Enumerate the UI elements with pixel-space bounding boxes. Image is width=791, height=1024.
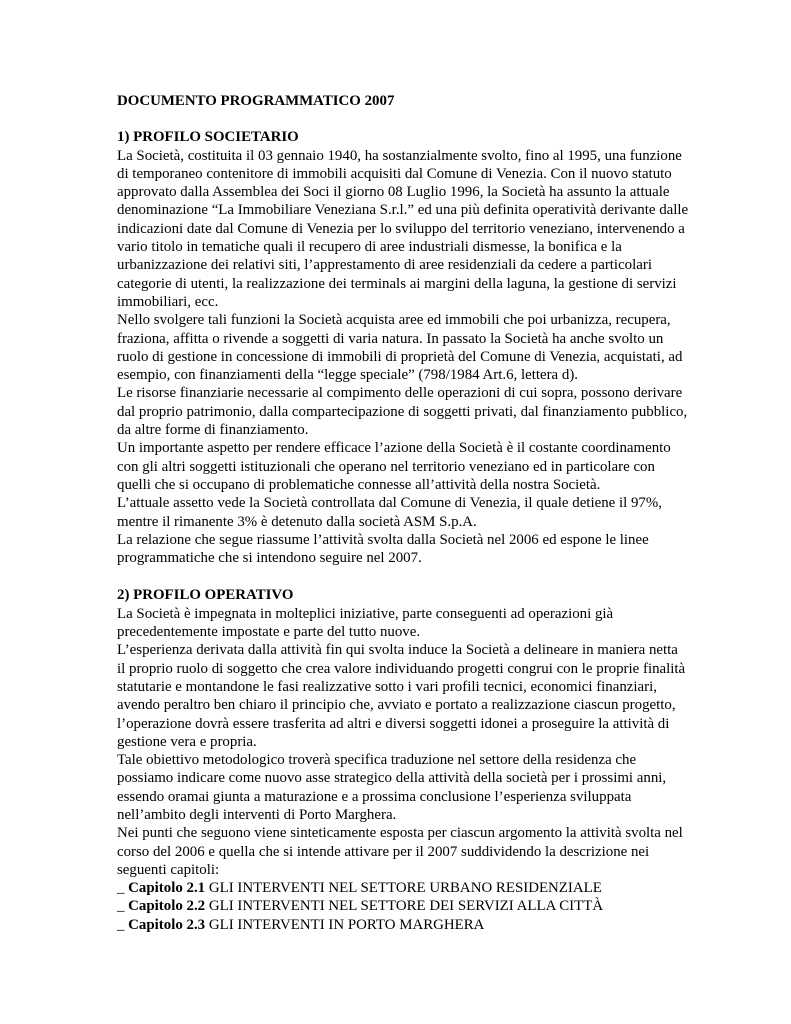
paragraph: L’esperienza derivata dalla attività fin qui svolta induce la Società a delineare in maniera netta il proprio ruolo di soggetto che crea valore individuando progetti congrui con le proprie finalità statutarie e montandone le fasi realizzative sotto i vari profili tecnici, economici finanziari, avendo peraltro ben chiaro il principio che, avviato e portato a realizzazione ciascun progetto, l’operazione dovrà essere trasferita ad altri e diversi soggetti idonei a proseguire la attività di gestione vera e propria.	[117, 642, 686, 750]
paragraph: Nello svolgere tali funzioni la Società acquista aree ed immobili che poi urbanizza, recupera, fraziona, affitta o rivende a soggetti di varia natura. In passato la Società ha anche svolto un ruolo di gestione in concessione di immobili di proprietà del Comune di Venezia, acquistati, ad esempio, con finanziamenti della “legge speciale” (798/1984 Art.6, lettera d).	[117, 312, 683, 384]
section-profilo-societario	[117, 128, 689, 567]
paragraph: La relazione che segue riassume l’attività svolta dalla Società nel 2006 ed espone le linee programmatiche che si intendono seguire nel 2007.	[117, 531, 649, 567]
paragraph: L’attuale assetto vede la Società controllata dal Comune di Venezia, il quale detiene il 97%, mentre il rimanente 3% è detenuto dalla società ASM S.p.A.	[117, 495, 662, 530]
chapter-bullet: _	[117, 916, 129, 933]
paragraph: Le risorse finanziarie necessarie al compimento delle operazioni di cui sopra, possono derivare dal proprio patrimonio, dalla compartecipazione di soggetti privati, dal finanziamento pubblico, da altre forme di finanziamento.	[117, 385, 688, 439]
section-spacer	[117, 567, 689, 586]
chapter-title: GLI INTERVENTI IN PORTO MARGHERA	[205, 916, 485, 933]
paragraph: La Società è impegnata in molteplici iniziative, parte conseguenti ad operazioni già precedentemente impostate e parte del tutto nuove.	[117, 605, 614, 641]
chapter-bullet: _	[117, 898, 129, 915]
chapter-label: Capitolo 2.1	[128, 880, 206, 897]
document-title: DOCUMENTO PROGRAMMATICO 2007	[117, 93, 395, 109]
section-profilo-operativo	[117, 586, 689, 934]
chapter-label: Capitolo 2.2	[128, 898, 206, 915]
chapter-title: GLI INTERVENTI NEL SETTORE URBANO RESIDENZIALE	[205, 880, 602, 897]
section-heading: 1) PROFILO SOCIETARIO	[117, 129, 299, 146]
chapter-bullet: _	[117, 880, 129, 897]
section-heading: 2) PROFILO OPERATIVO	[117, 587, 294, 604]
chapter-item	[117, 897, 689, 915]
chapter-list	[117, 879, 689, 934]
chapter-item	[117, 879, 689, 897]
paragraph: Un importante aspetto per rendere efficace l’azione della Società è il costante coordinamento con gli altri soggetti istituzionali che operano nel territorio veneziano ed in particolare con quelli che si occupano di problematiche connesse all’attività della nostra Società.	[117, 440, 671, 493]
chapter-label: Capitolo 2.3	[128, 916, 206, 933]
document-page	[117, 92, 689, 934]
chapter-item	[117, 916, 689, 934]
paragraph: Nei punti che seguono viene sinteticamente esposta per ciascun argomento la attività svolta nel corso del 2006 e quella che si intende attivare per il 2007 suddividendo la descrizione nei seguenti capitoli:	[117, 825, 683, 878]
paragraph: Tale obiettivo metodologico troverà specifica traduzione nel settore della residenza che possiamo indicare come nuovo asse strategico della attività della società per i prossimi anni, essendo oramai giunta a maturazione e a prossima conclusione l’esperienza sviluppata nell’ambito degli interventi di Porto Marghera.	[117, 752, 667, 823]
chapter-title: GLI INTERVENTI NEL SETTORE DEI SERVIZI ALLA CITTÀ	[205, 898, 604, 915]
paragraph: La Società, costituita il 03 gennaio 1940, ha sostanzialmente svolto, fino al 1995, una funzione di temporaneo contenitore di immobili acquisiti dal Comune di Venezia. Con il nuovo statuto approvato dalla Assemblea dei Soci il giorno 08 Luglio 1996, la Società ha assunto la attuale denominazione “La Immobiliare Veneziana S.r.l.” ed una più definita operatività derivante dalle indicazioni date dal Comune di Venezia per lo sviluppo del territorio veneziano, intervenendo a vario titolo in tematiche quali il recupero di aree industriali dismesse, la bonifica e la urbanizzazione dei relativi siti, l’apprestamento di aree residenziali da cedere a particolari categorie di utenti, la realizzazione dei terminals ai margini della laguna, la gestione di servizi immobiliari, ecc.	[117, 147, 689, 310]
